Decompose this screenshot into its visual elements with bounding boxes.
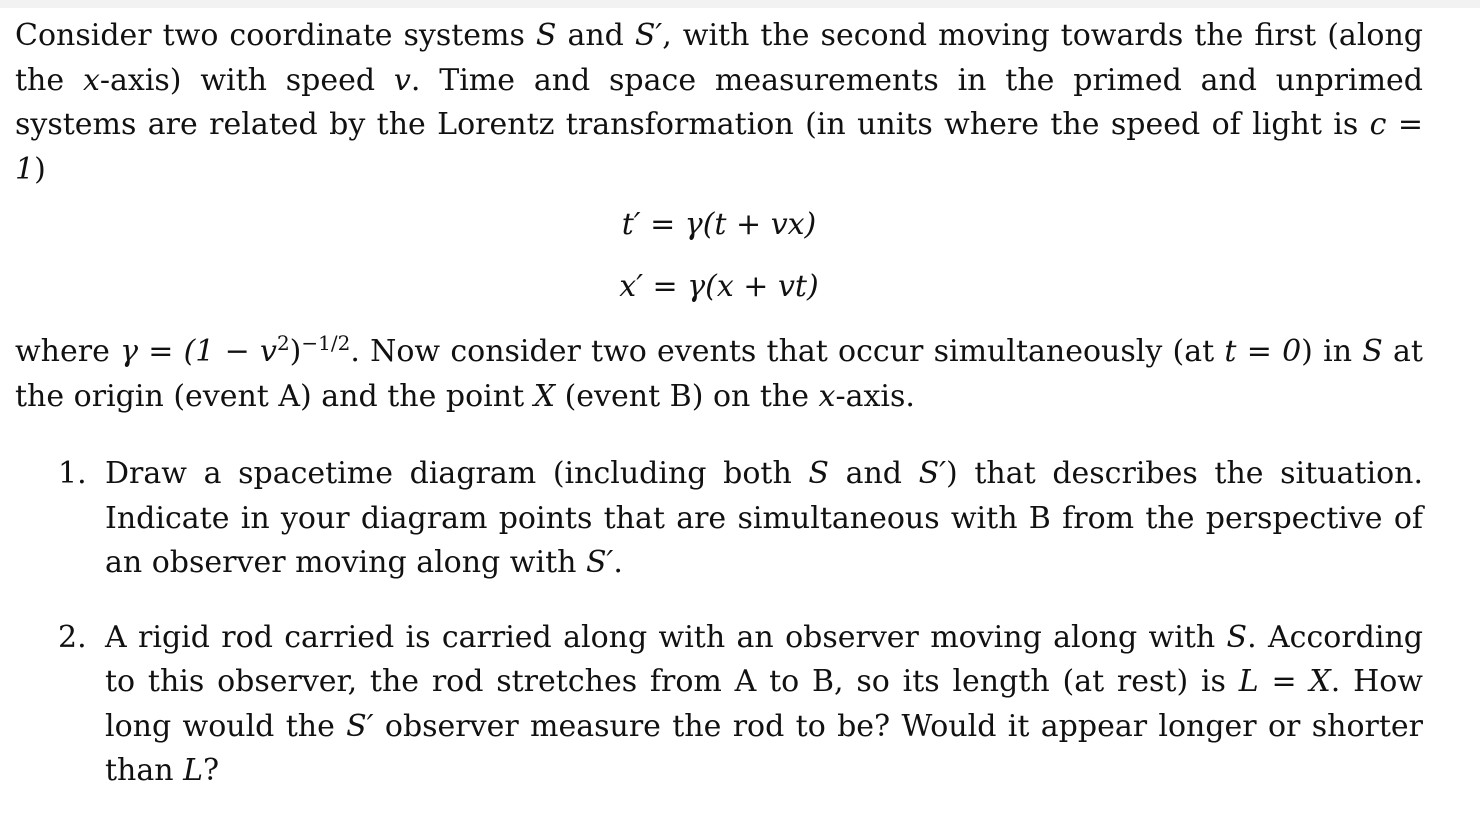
list-item <box>15 452 1423 586</box>
text: . According to this observer, the rod stretches from A to B, so its length (at rest) is <box>105 619 1423 699</box>
text: A rigid rod carried is carried along with an observer moving along with <box>105 619 1227 655</box>
math-S-prime: S′ <box>918 456 947 491</box>
text: . How long would the <box>105 664 1423 744</box>
text: . Now consider two events that occur simultaneously (at <box>350 334 1225 369</box>
text: and <box>556 18 635 53</box>
text: Draw a spacetime diagram (including both <box>105 456 809 491</box>
text: , with the second moving towards the first (along the <box>15 18 1423 98</box>
text: where <box>15 334 121 369</box>
list-item <box>15 616 1423 794</box>
equation-time: t′ = γ(t + vx) <box>621 207 817 242</box>
text: at the origin (event A) and the point <box>15 334 1423 414</box>
text: -axis) with speed <box>99 62 394 98</box>
text: ) in <box>1301 334 1363 369</box>
math-x: x <box>82 62 100 98</box>
math-gamma: γ = (1 − v <box>120 334 277 369</box>
math-S: S <box>808 456 829 491</box>
item-number: 2. <box>58 619 87 655</box>
math-S: S <box>1226 619 1248 655</box>
text: . <box>613 545 623 580</box>
math-v: v <box>393 62 411 98</box>
gamma-paragraph <box>15 330 1423 419</box>
top-strip <box>0 0 1480 8</box>
text: ? <box>203 753 220 788</box>
item-number: 1. <box>58 456 87 491</box>
text: ) that describes the situation. Indicate in your diagram points that are simultaneous with B from the perspective of an observer moving along with <box>105 456 1423 580</box>
text: ) <box>289 334 302 369</box>
text: observer measure the rod to be? Would it appear longer or shorter than <box>105 708 1423 788</box>
math-X: X <box>533 378 556 414</box>
math-x: x <box>818 378 836 414</box>
math-S: S <box>535 18 557 53</box>
intro-paragraph <box>15 14 1423 192</box>
math-t-equals-0: t = 0 <box>1224 334 1302 369</box>
exponent-minus-half: −1/2 <box>301 331 351 355</box>
text: (event B) on the <box>555 378 819 414</box>
math-S-prime: S′ <box>585 545 614 580</box>
text: ) <box>34 151 46 187</box>
document-body <box>15 14 1423 824</box>
text: . Time and space measurements in the primed and unprimed systems are related by the Lorentz transformation (in units where the speed of light is <box>15 62 1423 142</box>
math-S-prime: S′ <box>346 708 374 744</box>
math-L-equals-X: L = X <box>1238 664 1331 699</box>
text: and <box>828 456 919 491</box>
math-S-prime: S′ <box>634 18 663 53</box>
exponent-2: 2 <box>276 331 290 355</box>
text: -axis. <box>835 378 915 414</box>
math-S: S <box>1362 334 1383 369</box>
math-c-equals-1: c = 1 <box>15 107 1423 187</box>
question-list <box>15 452 1423 794</box>
equation-space: x′ = γ(x + vt) <box>619 269 819 304</box>
text: Consider two coordinate systems <box>15 18 536 53</box>
math-L: L <box>183 753 204 788</box>
